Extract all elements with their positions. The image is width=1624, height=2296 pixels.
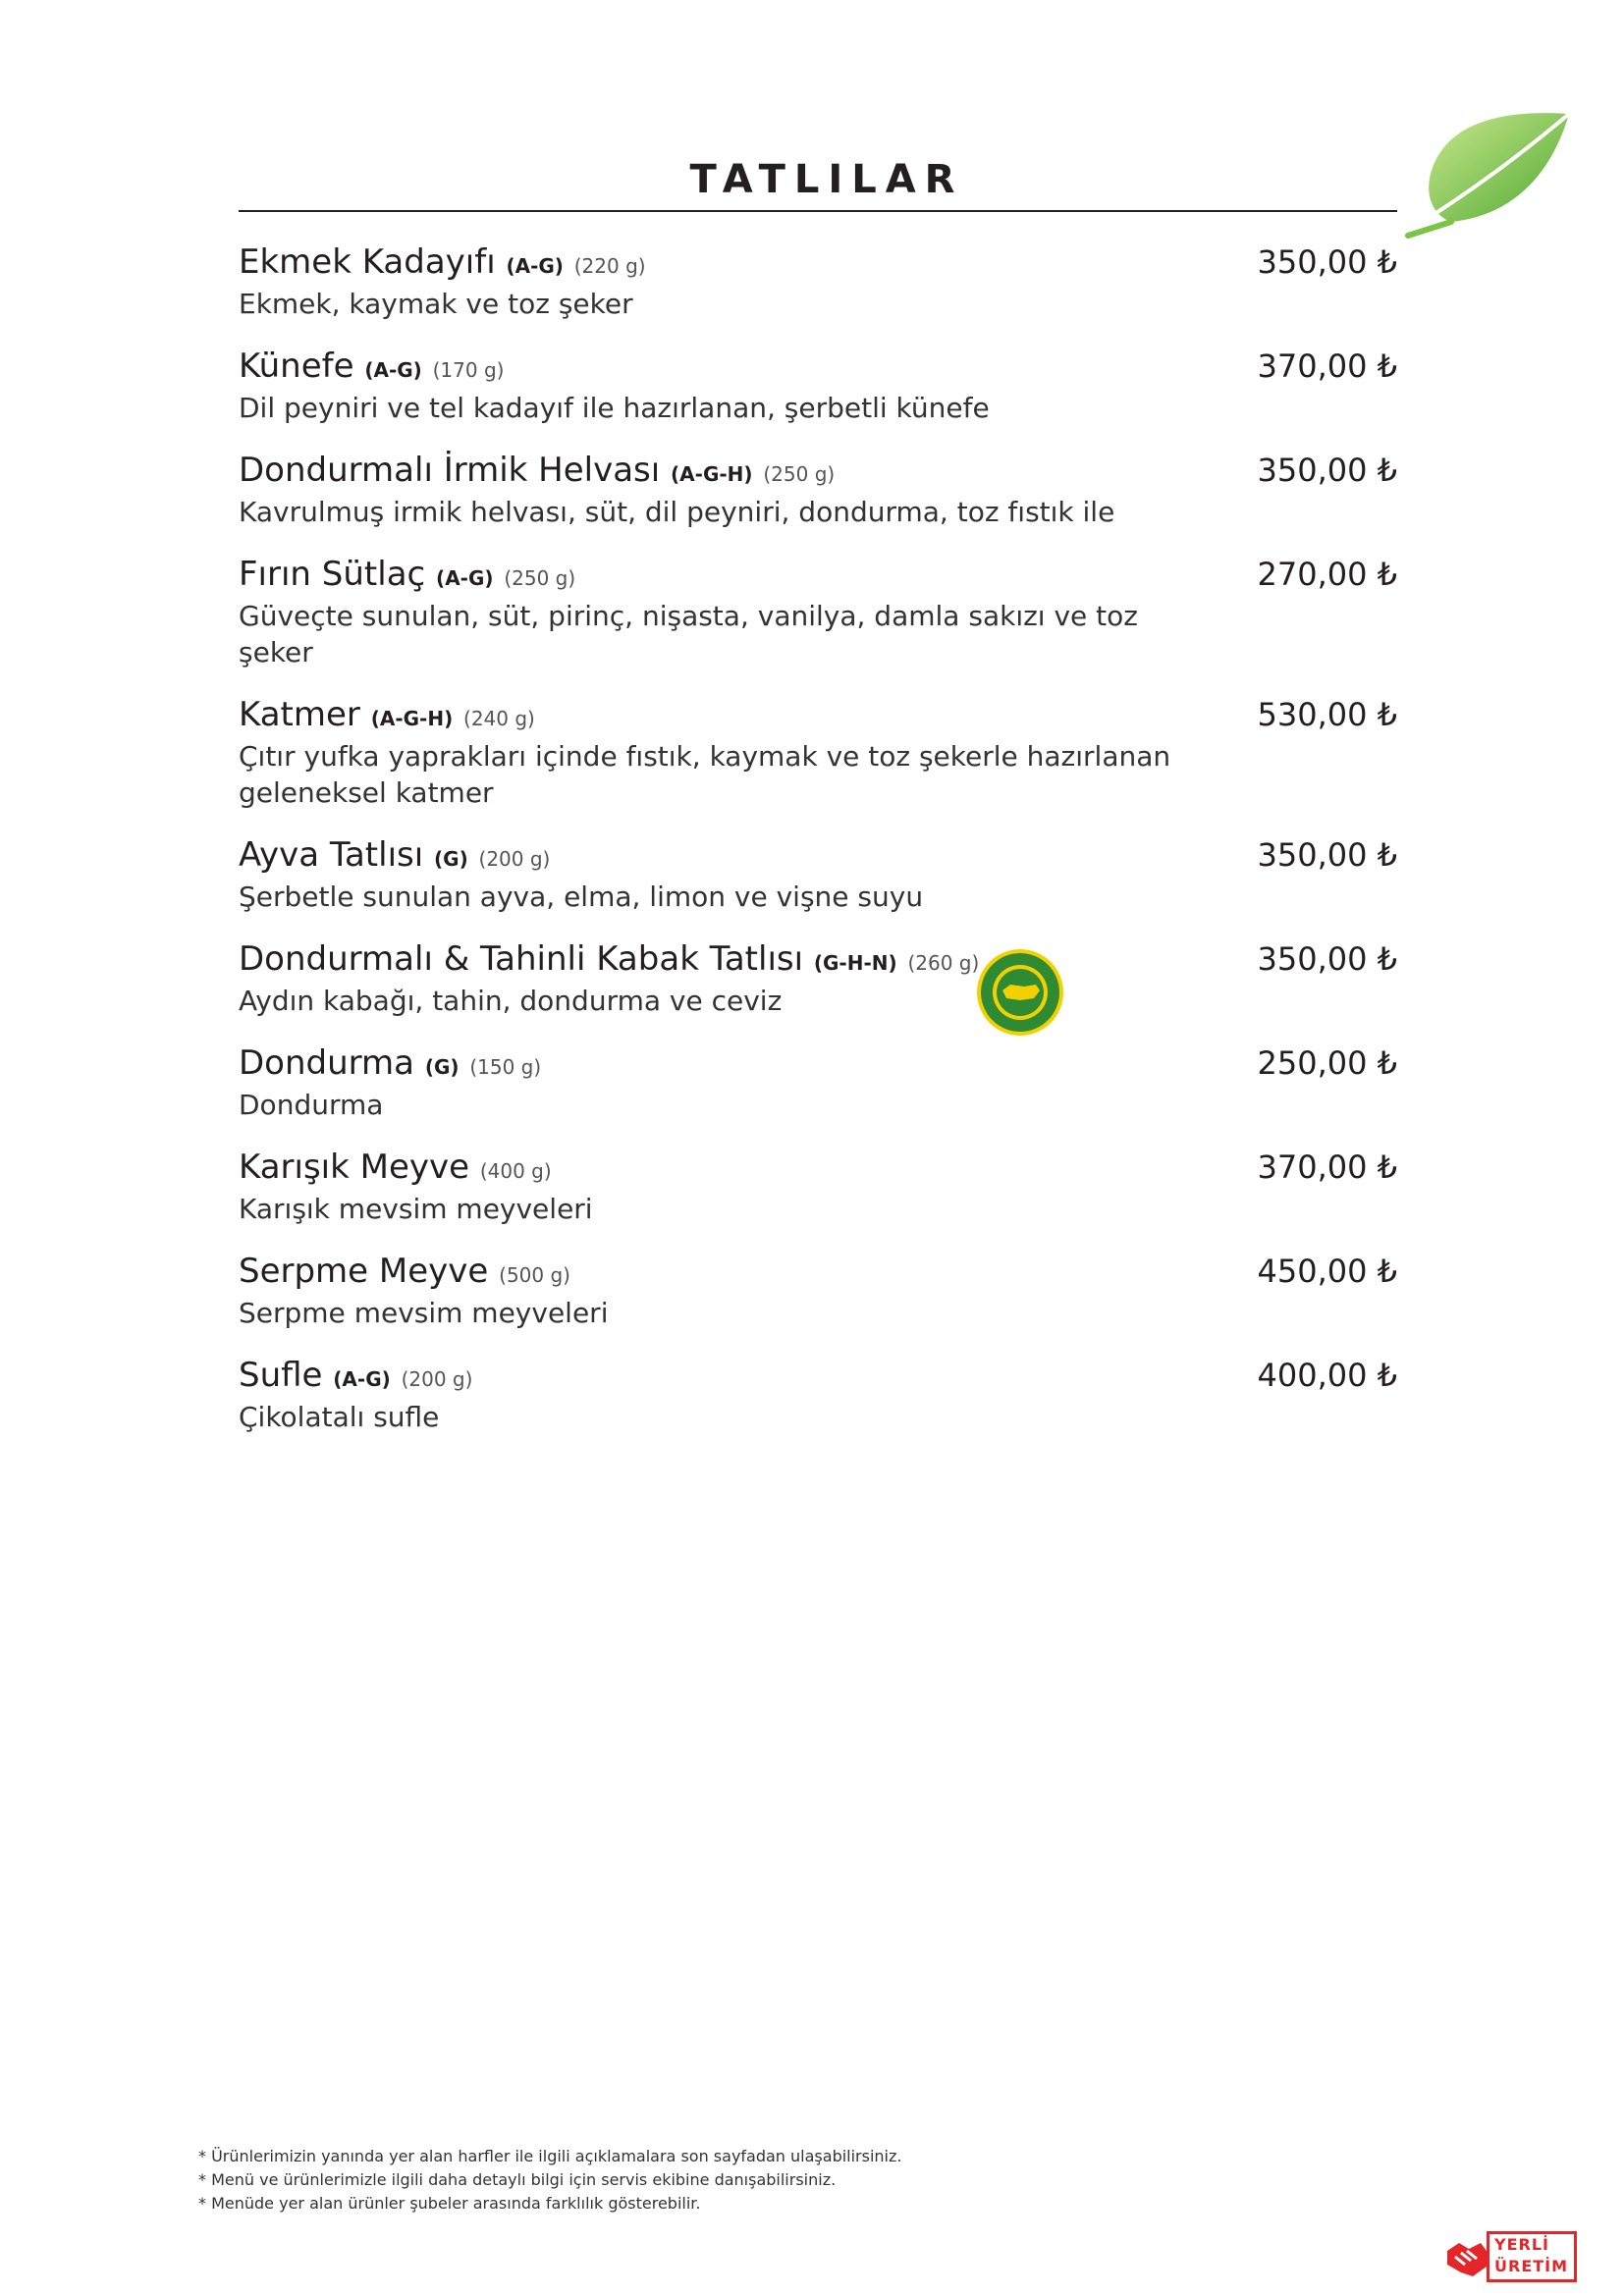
item-name: Dondurmalı & Tahinli Kabak Tatlısı [239,939,804,979]
item-name: Katmer [239,695,360,734]
item-weight: (200 g) [401,1367,473,1391]
item-description: Kavrulmuş irmik helvası, süt, dil peyniri, dondurma, toz fıstık ile [239,496,1115,528]
item-weight: (500 g) [499,1263,570,1287]
item-allergens: (G) [434,847,468,871]
item-weight: (250 g) [763,462,836,486]
item-price: 250,00 ₺ [1257,1044,1397,1082]
item-name: Serpme Meyve [239,1252,489,1291]
yerli-uretim-line1: YERLİ [1494,2235,1549,2254]
item-price: 400,00 ₺ [1257,1357,1397,1394]
item-allergens: (A-G-H) [671,462,753,486]
item-description: Güveçte sunulan, süt, pirinç, nişasta, vanilya, damla sakızı ve toz şeker [239,600,1138,668]
item-description: Aydın kabağı, tahin, dondurma ve ceviz [239,985,783,1017]
item-description: Dondurma [239,1089,384,1121]
menu-item [239,1148,1397,1227]
item-weight: (200 g) [478,847,551,871]
menu-item [239,242,1397,322]
footnotes [198,2145,901,2216]
item-weight: (220 g) [573,254,646,278]
item-name: Ayva Tatlısı [239,835,424,875]
geographical-indication-badge-icon [975,947,1065,1038]
item-description: Serpme mevsim meyveleri [239,1297,609,1329]
menu-item [239,835,1397,915]
item-weight: (240 g) [463,707,535,730]
item-name: Karışık Meyve [239,1148,470,1187]
item-weight: (170 g) [432,358,505,382]
footnote: * Ürünlerimizin yanında yer alan harfler ile ilgili açıklamalara son sayfadan ulaşabilirsiniz. [198,2147,902,2165]
menu-item [239,555,1397,670]
item-price: 350,00 ₺ [1257,940,1397,978]
item-price: 350,00 ₺ [1257,452,1397,489]
page-title: TATLILAR [689,157,964,202]
menu-item [239,939,1397,1019]
menu-item [239,1043,1397,1123]
item-name: Dondurma [239,1043,414,1083]
item-weight: (400 g) [479,1159,552,1183]
item-allergens: (A-G) [436,566,494,590]
menu-item [239,451,1397,530]
menu-item [239,347,1397,426]
item-price: 350,00 ₺ [1257,836,1397,874]
item-allergens: (A-G) [506,254,564,278]
handshake-icon [1443,2235,1489,2278]
item-allergens: (A-G) [364,358,422,382]
menu-item [239,695,1397,811]
item-weight: (260 g) [907,951,980,975]
item-price: 370,00 ₺ [1257,347,1397,385]
item-allergens: (G-H-N) [813,951,897,975]
dessert-list [239,242,1397,1460]
item-name: Dondurmalı İrmik Helvası [239,451,661,490]
footnote: * Menü ve ürünlerimizle ilgili daha detaylı bilgi için servis ekibine danışabilirsiniz. [198,2170,837,2189]
item-price: 530,00 ₺ [1257,696,1397,733]
yerli-uretim-logo [1443,2231,1581,2282]
item-description: Karışık mevsim meyveleri [239,1193,593,1225]
item-weight: (250 g) [504,566,576,590]
item-price: 350,00 ₺ [1257,243,1397,281]
menu-item [239,1356,1397,1435]
item-description: Ekmek, kaymak ve toz şeker [239,288,633,320]
item-name: Künefe [239,347,354,386]
item-allergens: (A-G-H) [370,707,454,730]
item-weight: (150 g) [469,1055,542,1079]
item-price: 450,00 ₺ [1257,1253,1397,1290]
menu-item [239,1252,1397,1331]
item-description: Çıtır yufka yaprakları içinde fıstık, kaymak ve toz şekerle hazırlanan geleneksel katmer [239,740,1171,809]
title-divider [239,210,1397,212]
item-description: Şerbetle sunulan ayva, elma, limon ve vişne suyu [239,881,924,913]
item-description: Çikolatalı sufle [239,1401,440,1433]
item-price: 270,00 ₺ [1257,556,1397,593]
item-allergens: (A-G) [333,1367,391,1391]
footnote: * Menüde yer alan ürünler şubeler arasında farklılık gösterebilir. [198,2194,701,2213]
item-name: Fırın Sütlaç [239,555,426,594]
item-price: 370,00 ₺ [1257,1148,1397,1186]
item-description: Dil peyniri ve tel kadayıf ile hazırlanan, şerbetli künefe [239,392,990,424]
item-name: Sufle [239,1356,323,1395]
item-allergens: (G) [424,1055,460,1079]
yerli-uretim-line2: ÜRETİM [1494,2257,1569,2275]
item-name: Ekmek Kadayıfı [239,242,496,282]
